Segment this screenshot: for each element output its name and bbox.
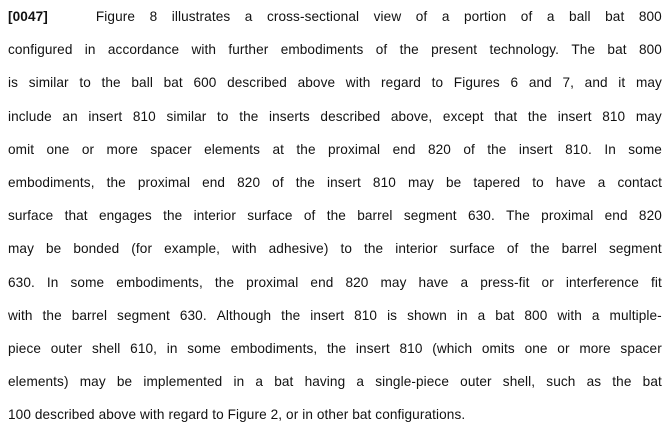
word: some [187, 340, 221, 356]
word: to [340, 241, 353, 257]
word: end [604, 208, 628, 224]
word: Figure [95, 9, 136, 24]
word: be [116, 374, 133, 390]
word: with [191, 42, 217, 58]
word: segment [403, 208, 457, 224]
word: shell, [502, 374, 536, 390]
word: may [407, 174, 434, 190]
word: Figures [453, 75, 500, 91]
word: may [380, 274, 407, 290]
word: segment [608, 241, 662, 257]
word: the [163, 208, 183, 224]
word: shell [91, 340, 121, 356]
paragraph-line [8, 332, 662, 365]
word: or [557, 340, 570, 356]
word: bat [642, 374, 662, 390]
word: 630. [467, 208, 495, 224]
word: bat [607, 42, 627, 58]
word: insert [355, 340, 390, 356]
word: more [579, 340, 611, 356]
word: end [202, 174, 226, 190]
word: fit [650, 274, 662, 290]
word: 800 [638, 9, 662, 24]
word: insert [327, 174, 361, 190]
paragraph-0047 [8, 0, 662, 431]
paragraph-line [8, 266, 662, 299]
word: insert [310, 307, 345, 323]
word: the [364, 241, 384, 257]
word: one [524, 340, 548, 356]
word: above [297, 75, 336, 91]
word: the [214, 274, 235, 290]
word: in [233, 374, 245, 390]
word: some [70, 274, 105, 290]
word: Although [216, 307, 272, 323]
word: in [456, 307, 468, 323]
word: 630. [8, 274, 35, 290]
word: except [442, 108, 484, 124]
word: 810 [602, 108, 626, 124]
line-text [8, 266, 662, 299]
word: proximal [137, 174, 191, 190]
word: may [635, 75, 662, 91]
word: shown [407, 307, 447, 323]
word: the [527, 108, 548, 124]
word: ball [131, 75, 153, 91]
word: the [326, 208, 346, 224]
word: the [281, 307, 301, 323]
line-text [8, 299, 662, 332]
word: segment [117, 307, 170, 323]
line-text [8, 100, 662, 133]
word: The [506, 208, 530, 224]
paragraph-line [8, 398, 662, 431]
paragraph-number: [0047] [8, 9, 48, 24]
word: surface [8, 208, 54, 224]
word: elements [204, 141, 261, 157]
word: be [445, 174, 462, 190]
word: 810 [132, 108, 156, 124]
word: 820 [237, 174, 261, 190]
paragraph-line [8, 365, 662, 398]
word: ball [569, 9, 591, 24]
word: inserts [269, 108, 310, 124]
word: a [441, 9, 450, 24]
word: as [586, 374, 602, 390]
word: 820 [345, 274, 369, 290]
word: the [612, 374, 632, 390]
word: the [326, 340, 347, 356]
word: is [387, 307, 398, 323]
word: cross-sectional [266, 9, 360, 24]
word: spacer [620, 340, 662, 356]
word: insert [557, 108, 592, 124]
word: of [303, 208, 316, 224]
word: portion [464, 9, 507, 24]
word: with [232, 241, 257, 257]
word: interior [395, 241, 438, 257]
word: spacer [150, 141, 192, 157]
word: a [460, 274, 469, 290]
word: a [477, 307, 486, 323]
word: to [431, 75, 444, 91]
word: the [530, 241, 550, 257]
word: of [415, 9, 428, 24]
word: more [106, 141, 138, 157]
word: that [64, 208, 88, 224]
word: of [272, 174, 284, 190]
word: the [42, 307, 62, 323]
word: a [244, 9, 253, 24]
word: technology. [489, 42, 560, 58]
word: the [487, 141, 507, 157]
word: multiple- [609, 307, 662, 323]
word: end [310, 274, 334, 290]
word: or [81, 141, 95, 157]
word: embodiments, [116, 274, 203, 290]
word: proximal [541, 208, 594, 224]
word: of [375, 42, 388, 58]
word: the [296, 141, 316, 157]
word: single-piece [375, 374, 449, 390]
word: and [584, 75, 608, 91]
word: a [255, 374, 264, 390]
word: configured [8, 42, 73, 58]
paragraph-line [8, 33, 662, 66]
word: bat [163, 75, 183, 91]
word: of [520, 9, 533, 24]
word: bat [495, 307, 515, 323]
word: insert [518, 141, 553, 157]
word: accordance [107, 42, 180, 58]
word: 810 [354, 307, 378, 323]
word: end [392, 141, 416, 157]
word: above, [390, 108, 433, 124]
word: having [304, 374, 346, 390]
word: 810 [372, 174, 396, 190]
word: 610, [130, 340, 158, 356]
word: 600 [193, 75, 217, 91]
word: press-fit [480, 274, 530, 290]
paragraph-line [8, 232, 662, 265]
word: include [8, 108, 52, 124]
word: surface [449, 241, 495, 257]
word: barrel [71, 307, 108, 323]
paragraph-line [8, 166, 662, 199]
word: outer [460, 374, 492, 390]
word: with [345, 75, 371, 91]
word: an [62, 108, 78, 124]
word: may [635, 108, 662, 124]
word: may [79, 374, 106, 390]
word: the [239, 108, 259, 124]
word: the [399, 42, 419, 58]
word: a [597, 174, 606, 190]
word: such [546, 374, 576, 390]
word: regard [381, 75, 421, 91]
word: one [46, 141, 70, 157]
word: barrel [561, 241, 597, 257]
word: embodiments [280, 42, 364, 58]
word: view [373, 9, 402, 24]
word: described [227, 75, 287, 91]
word: it [618, 75, 626, 91]
word: surface [247, 208, 293, 224]
word: in [166, 340, 178, 356]
word: or [541, 274, 554, 290]
word: similar [28, 75, 69, 91]
word: with [8, 307, 33, 323]
word: elements) [8, 374, 69, 390]
word: with [557, 307, 582, 323]
word: 810. [565, 141, 592, 157]
word: 800 [524, 307, 548, 323]
word: to [217, 108, 229, 124]
paragraph-line [8, 299, 662, 332]
line-text [8, 133, 662, 166]
word: and [528, 75, 552, 91]
line-text [8, 199, 662, 232]
word: 800 [638, 42, 662, 58]
paragraph-line [8, 199, 662, 232]
line-text [96, 0, 662, 33]
word: 7, [562, 75, 574, 91]
word: tapered [473, 174, 521, 190]
line-text: 100 described above with regard to Figure 2, or in other bat configurations. [8, 407, 466, 423]
word: 630. [179, 307, 207, 323]
word: implemented [143, 374, 223, 390]
line-text [8, 232, 662, 265]
line-text [8, 332, 662, 365]
word: 6 [510, 75, 519, 91]
word: interior [193, 208, 236, 224]
word: a [591, 307, 600, 323]
word: the [101, 75, 121, 91]
word: the [106, 174, 126, 190]
word: proximal [246, 274, 299, 290]
word: bat [605, 9, 625, 24]
word: bat [274, 374, 294, 390]
word: proximal [328, 141, 381, 157]
paragraph-line [8, 133, 662, 166]
word: insert [88, 108, 123, 124]
word: of [506, 241, 519, 257]
word: may [8, 241, 34, 257]
word: to [79, 75, 91, 91]
word: present [431, 42, 478, 58]
word: that [494, 108, 518, 124]
word: embodiments, [230, 340, 318, 356]
word: adhesive) [268, 241, 329, 257]
word: illustrates [171, 9, 231, 24]
word: a [356, 374, 365, 390]
word: engages [98, 208, 152, 224]
word: omit [8, 141, 35, 157]
paragraph-line [8, 66, 662, 99]
word: 820 [638, 208, 662, 224]
paragraph-line [8, 0, 662, 33]
word: some [628, 141, 662, 157]
line-text [8, 365, 662, 398]
word: of [463, 141, 475, 157]
word: the [295, 174, 315, 190]
word: omits [481, 340, 515, 356]
word: a [546, 9, 555, 24]
word: (which [432, 340, 473, 356]
line-text [8, 66, 662, 99]
word: embodiments, [8, 174, 95, 190]
word: is [8, 75, 19, 91]
word: 810 [399, 340, 423, 356]
word: interference [565, 274, 639, 290]
word: barrel [357, 208, 393, 224]
word: In [604, 141, 616, 157]
word: in [84, 42, 96, 58]
word: further [228, 42, 269, 58]
word: piece [8, 340, 41, 356]
word: example, [164, 241, 221, 257]
paragraph-line [8, 100, 662, 133]
line-text [8, 33, 662, 66]
word: to [532, 174, 544, 190]
word: (for [131, 241, 153, 257]
word: In [46, 274, 59, 290]
word: described [320, 108, 381, 124]
word: bonded [73, 241, 120, 257]
word: have [418, 274, 449, 290]
word: The [571, 42, 596, 58]
word: have [555, 174, 586, 190]
word: contact [617, 174, 662, 190]
word: outer [50, 340, 83, 356]
word: at [272, 141, 285, 157]
line-text [8, 166, 662, 199]
word: be [45, 241, 62, 257]
word: 8 [149, 9, 158, 24]
word: 820 [427, 141, 451, 157]
word: similar [166, 108, 207, 124]
